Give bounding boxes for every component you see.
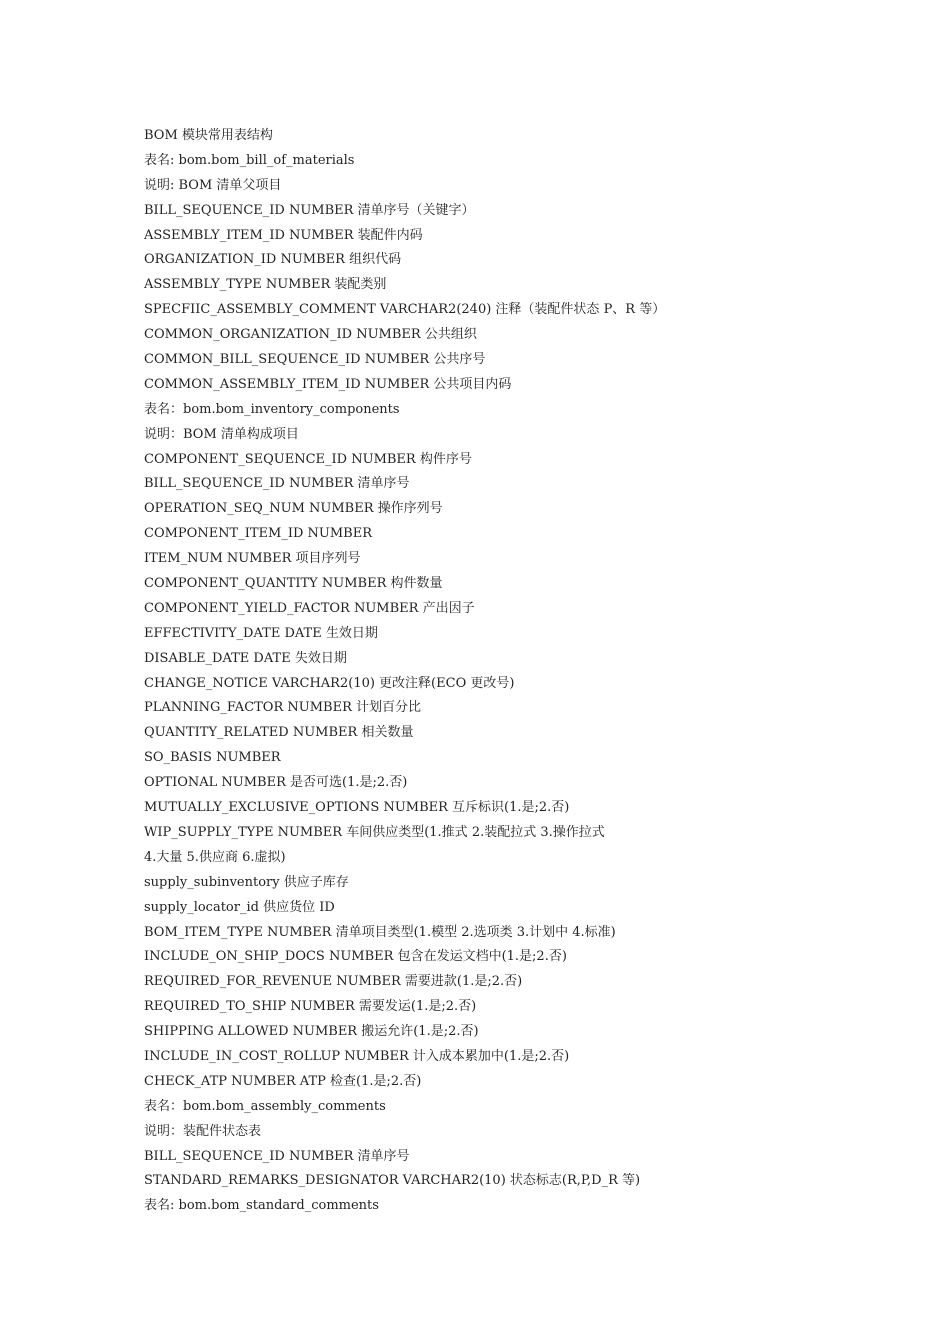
field-line: supply_subinventory 供应子库存 [144,874,349,890]
field-line: ORGANIZATION_ID NUMBER 组织代码 [144,252,402,268]
field-line: COMPONENT_ITEM_ID NUMBER [144,526,373,542]
field-line: REQUIRED_TO_SHIP NUMBER 需要发运(1.是;2.否) [144,999,477,1015]
field-line: PLANNING_FACTOR NUMBER 计划百分比 [144,700,421,716]
field-line: BILL_SEQUENCE_ID NUMBER 清单序号 [144,1148,410,1164]
table-description-line: 说明: BOM 清单父项目 [144,177,282,193]
field-line: CHANGE_NOTICE VARCHAR2(10) 更改注释(ECO 更改号) [144,675,515,691]
table-description-line: 说明：装配件状态表 [144,1123,262,1139]
table-description-line: 说明：BOM 清单构成项目 [144,426,299,442]
table-name-line: 表名: bom.bom_standard_comments [144,1198,379,1214]
field-line: COMPONENT_YIELD_FACTOR NUMBER 产出因子 [144,600,475,616]
field-line: OPERATION_SEQ_NUM NUMBER 操作序列号 [144,501,443,517]
field-line: SHIPPING ALLOWED NUMBER 搬运允许(1.是;2.否) [144,1024,479,1040]
field-line: COMMON_BILL_SEQUENCE_ID NUMBER 公共序号 [144,352,486,368]
table-name-line: 表名：bom.bom_assembly_comments [144,1098,386,1114]
field-line: COMMON_ORGANIZATION_ID NUMBER 公共组织 [144,327,477,343]
field-line: supply_locator_id 供应货位 ID [144,899,335,915]
document-body [144,124,844,1219]
field-line: COMMON_ASSEMBLY_ITEM_ID NUMBER 公共项目内码 [144,376,512,392]
table-name-line: 表名: bom.bom_bill_of_materials [144,152,355,168]
table-name-line: 表名：bom.bom_inventory_components [144,401,400,417]
field-line: WIP_SUPPLY_TYPE NUMBER 车间供应类型(1.推式 2.装配拉式 3.操作拉式 [144,824,605,840]
field-line: QUANTITY_RELATED NUMBER 相关数量 [144,725,414,741]
document-title: BOM 模块常用表结构 [144,128,273,143]
field-line: COMPONENT_QUANTITY NUMBER 构件数量 [144,576,443,592]
field-line-continuation: 4.大量 5.供应商 6.虚拟) [144,849,286,865]
field-line: DISABLE_DATE DATE 失效日期 [144,650,347,666]
field-line: EFFECTIVITY_DATE DATE 生效日期 [144,625,378,641]
field-line: ASSEMBLY_TYPE NUMBER 装配类别 [144,277,387,293]
field-line: ITEM_NUM NUMBER 项目序列号 [144,551,361,567]
field-line: REQUIRED_FOR_REVENUE NUMBER 需要进款(1.是;2.否) [144,974,523,990]
field-line: COMPONENT_SEQUENCE_ID NUMBER 构件序号 [144,451,472,467]
field-line: INCLUDE_ON_SHIP_DOCS NUMBER 包含在发运文档中(1.是;2.否) [144,949,567,965]
field-line: BILL_SEQUENCE_ID NUMBER 清单序号 [144,476,410,492]
field-line: ASSEMBLY_ITEM_ID NUMBER 装配件内码 [144,227,423,243]
field-line: STANDARD_REMARKS_DESIGNATOR VARCHAR2(10) 状态标志(R,P,D_R 等) [144,1173,641,1189]
field-line: SO_BASIS NUMBER [144,750,281,766]
field-line: BILL_SEQUENCE_ID NUMBER 清单序号（关键字） [144,202,475,218]
field-line: SPECFIIC_ASSEMBLY_COMMENT VARCHAR2(240) 注释（装配件状态 P、R 等） [144,302,666,318]
field-line: CHECK_ATP NUMBER ATP 检查(1.是;2.否) [144,1073,422,1089]
field-line: OPTIONAL NUMBER 是否可选(1.是;2.否) [144,775,408,791]
field-line: BOM_ITEM_TYPE NUMBER 清单项目类型(1.模型 2.选项类 3.计划中 4.标准) [144,924,616,940]
field-line: MUTUALLY_EXCLUSIVE_OPTIONS NUMBER 互斥标识(1.是;2.否) [144,800,570,816]
field-line: INCLUDE_IN_COST_ROLLUP NUMBER 计入成本累加中(1.是;2.否) [144,1048,570,1064]
